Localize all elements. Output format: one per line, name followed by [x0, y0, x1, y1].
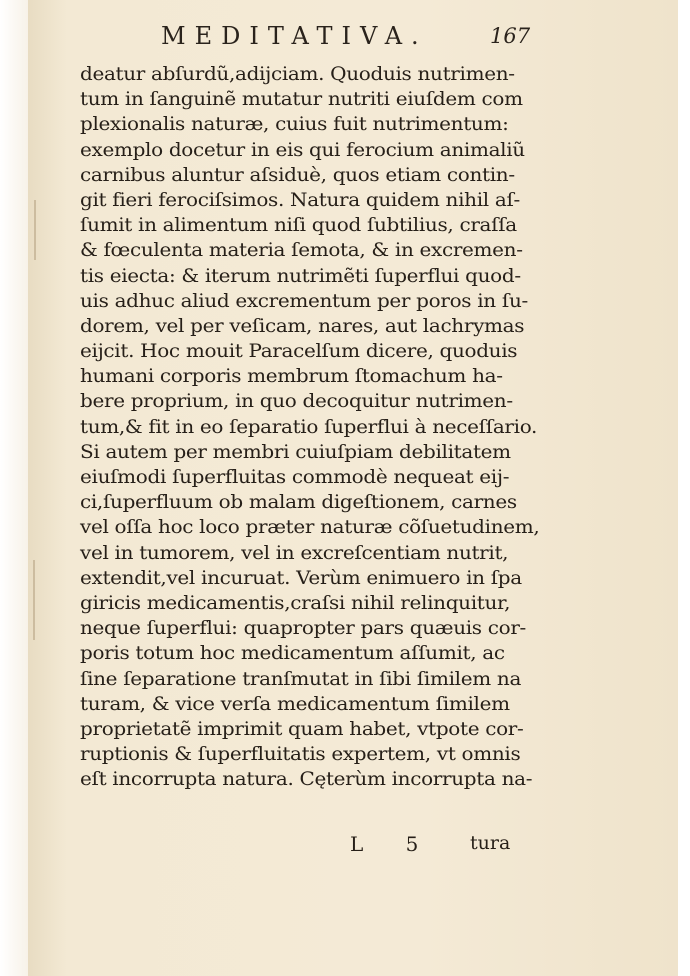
text-line: giricis medicamentis,craſsi nihil relinquitur, [80, 592, 511, 614]
text-line: turam, & vice verſa medicamentum ſimilem [80, 693, 510, 715]
text-line: ruptionis & ſuperfluitatis expertem, vt omnis [80, 744, 521, 766]
text-line: tis eiecta: & iterum nutrimẽti ſuperflui quod- [80, 265, 521, 287]
text-line: carnibus aluntur aſsiduè, quos etiam contin- [80, 164, 515, 186]
text-line: neque ſuperflui: quapropter pars quæuis cor- [80, 618, 526, 640]
text-line: ſumit in alimentum niſi quod ſubtilius, craſſa [80, 215, 517, 237]
text-line: & fœculenta materia ſemota, & in excremen- [80, 240, 523, 262]
body-text [80, 62, 560, 792]
scan-background [0, 0, 28, 976]
margin-mark [33, 560, 35, 640]
text-line: eijcit. Hoc mouit Paracelſum dicere, quoduis [80, 341, 518, 363]
text-line: proprietatẽ imprimit quam habet, vtpote cor- [80, 718, 524, 740]
page-number: 167 [490, 24, 531, 48]
running-head: MEDITATIVA. [161, 22, 428, 50]
text-line: ci,ſuperfluum ob malam digeſtionem, carnes [80, 492, 517, 514]
text-line: eiuſmodi ſuperfluitas commodè nequeat eij- [80, 467, 510, 488]
text-line: deatur abſurdũ,adijciam. Quoduis nutrimen- [80, 64, 515, 85]
text-line: plexionalis naturæ, cuius fuit nutrimentum: [80, 114, 509, 136]
text-line: tum,& fit in eo ſeparatio ſuperflui à neceſſario. [80, 416, 538, 438]
text-line: vel oſſa hoc loco præter naturæ cõſuetudinem, [80, 517, 540, 539]
text-line: eſt incorrupta natura. Cęterùm incorrupta na- [80, 769, 533, 791]
margin-mark [34, 200, 36, 260]
text-line: bere proprium, in quo decoquitur nutrimen- [80, 391, 513, 413]
text-line: git fieri ferociſsimos. Natura quidem nihil aſ- [80, 189, 520, 211]
catchword: tura [470, 832, 511, 854]
text-line: poris totum hoc medicamentum aſſumit, ac [80, 643, 505, 665]
page-header [28, 22, 678, 56]
text-line: Si autem per membri cuiuſpiam debilitatem [80, 441, 511, 463]
page-footer [28, 832, 678, 862]
signature-mark: L 5 [350, 832, 437, 856]
book-page [28, 0, 678, 976]
text-line: vel in tumorem, vel in excreſcentiam nutrit, [80, 542, 509, 564]
text-line: uis adhuc aliud excrementum per poros in ſu- [80, 290, 528, 312]
text-line: humani corporis membrum ſtomachum ha- [80, 366, 503, 388]
text-line: extendit,vel incuruat. Verùm enimuero in ſpa [80, 567, 522, 589]
text-line: tum in ſanguinẽ mutatur nutriti eiuſdem com [80, 89, 523, 111]
text-line: exemplo docetur in eis qui ferocium animaliũ [80, 139, 525, 161]
text-line: ſine ſeparatione tranſmutat in ſibi ſimilem na [80, 668, 522, 690]
text-line: dorem, vel per veſicam, nares, aut lachrymas [80, 315, 525, 337]
